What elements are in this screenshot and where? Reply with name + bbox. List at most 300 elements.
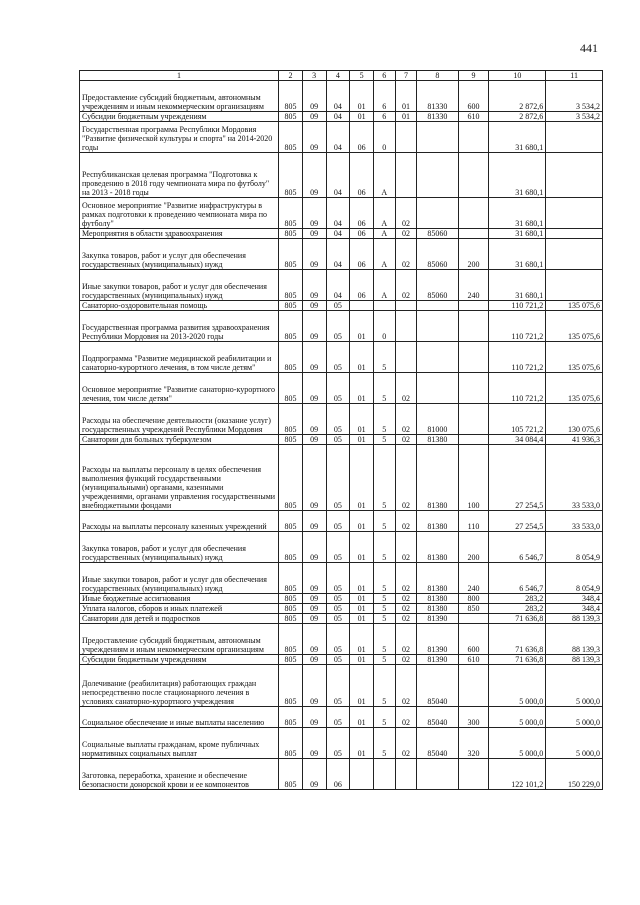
code-subprogram-cell: А [373,229,395,239]
row-name-cell: Расходы на выплаты персоналу в целях обеспечения выполнения функций государственными (муниципальными) органами, казенными учреждениями, органами управления государственными внебюджетными фондами [80,445,279,511]
code-event-cell: 02 [395,435,417,445]
table-row [80,373,603,404]
code-direction-cell [417,122,458,153]
code-program-cell: 01 [350,594,374,604]
code-direction-cell [417,301,458,311]
code-section-cell: 09 [302,270,326,301]
code-subsection-cell: 04 [326,112,350,122]
code-expense-type-cell: 200 [458,239,489,270]
table-row [80,122,603,153]
code-subsection-cell: 05 [326,532,350,563]
amount-2018-cell: 5 000,0 [489,665,546,707]
table-row [80,153,603,198]
code-subsection-cell: 05 [326,655,350,665]
row-name-cell: Заготовка, переработка, хранение и обеспечение безопасности донорской крови и ее компонентов [80,759,279,790]
code-subprogram-cell: 5 [373,594,395,604]
row-name-cell: Иные бюджетные ассигнования [80,594,279,604]
table-row [80,759,603,790]
table-row [80,435,603,445]
code-subprogram-cell: А [373,153,395,198]
code-subprogram-cell: А [373,198,395,229]
code-subsection-cell: 05 [326,707,350,728]
table-row [80,728,603,759]
code-subsection-cell: 04 [326,153,350,198]
code-direction-cell: 81380 [417,594,458,604]
amount-2018-cell: 110 721,2 [489,311,546,342]
code-section-cell: 09 [302,563,326,594]
code-subsection-cell: 05 [326,511,350,532]
code-subprogram-cell: 5 [373,728,395,759]
amount-2019-cell: 3 534,2 [546,112,603,122]
code-admin-cell: 805 [279,435,303,445]
code-subsection-cell: 05 [326,311,350,342]
column-header: 6 [373,71,395,81]
table-row [80,81,603,112]
code-program-cell: 01 [350,81,374,112]
code-subsection-cell: 05 [326,665,350,707]
amount-2019-cell: 8 054,9 [546,532,603,563]
code-admin-cell: 805 [279,624,303,655]
amount-2019-cell: 33 533,0 [546,511,603,532]
code-event-cell: 02 [395,604,417,614]
code-section-cell: 09 [302,665,326,707]
code-admin-cell: 805 [279,270,303,301]
table-row [80,594,603,604]
table-row [80,239,603,270]
code-program-cell: 01 [350,614,374,624]
code-program-cell: 01 [350,604,374,614]
code-section-cell: 09 [302,301,326,311]
code-section-cell: 09 [302,445,326,511]
code-program-cell: 01 [350,435,374,445]
code-expense-type-cell: 600 [458,624,489,655]
code-subprogram-cell: 5 [373,342,395,373]
code-section-cell: 09 [302,239,326,270]
code-subsection-cell: 04 [326,229,350,239]
code-expense-type-cell: 610 [458,655,489,665]
amount-2019-cell: 33 533,0 [546,445,603,511]
code-direction-cell: 81380 [417,532,458,563]
code-program-cell: 01 [350,707,374,728]
code-direction-cell: 81380 [417,511,458,532]
code-direction-cell: 85060 [417,239,458,270]
code-admin-cell: 805 [279,301,303,311]
amount-2019-cell: 348,4 [546,594,603,604]
code-direction-cell: 85040 [417,728,458,759]
code-event-cell: 02 [395,563,417,594]
code-direction-cell: 81330 [417,81,458,112]
amount-2019-cell [546,229,603,239]
code-program-cell: 01 [350,728,374,759]
code-admin-cell: 805 [279,614,303,624]
code-expense-type-cell [458,404,489,435]
row-name-cell: Санатории для больных туберкулезом [80,435,279,445]
amount-2018-cell: 6 546,7 [489,532,546,563]
code-admin-cell: 805 [279,342,303,373]
code-section-cell: 09 [302,511,326,532]
code-direction-cell: 81390 [417,614,458,624]
table-row [80,614,603,624]
code-event-cell [395,122,417,153]
code-event-cell: 02 [395,614,417,624]
amount-2018-cell: 105 721,2 [489,404,546,435]
code-direction-cell: 81330 [417,112,458,122]
table-row [80,301,603,311]
code-section-cell: 09 [302,759,326,790]
code-direction-cell [417,342,458,373]
row-name-cell: Социальные выплаты гражданам, кроме публичных нормативных социальных выплат [80,728,279,759]
table-row [80,445,603,511]
code-expense-type-cell [458,311,489,342]
table-row [80,270,603,301]
code-section-cell: 09 [302,604,326,614]
row-name-cell: Подпрограмма "Развитие медицинской реабилитации и санаторно-курортного лечения, в том числе детям" [80,342,279,373]
code-expense-type-cell: 610 [458,112,489,122]
code-event-cell: 02 [395,532,417,563]
code-subsection-cell: 04 [326,239,350,270]
amount-2018-cell: 5 000,0 [489,728,546,759]
amount-2018-cell: 27 254,5 [489,445,546,511]
code-subsection-cell: 05 [326,614,350,624]
amount-2019-cell [546,198,603,229]
row-name-cell: Предоставление субсидий бюджетным, автономным учреждениям и иным некоммерческим организациям [80,624,279,655]
table-row [80,532,603,563]
code-event-cell: 02 [395,511,417,532]
code-expense-type-cell [458,122,489,153]
code-subsection-cell: 05 [326,435,350,445]
amount-2019-cell: 3 534,2 [546,81,603,112]
code-subsection-cell: 05 [326,445,350,511]
code-direction-cell [417,373,458,404]
code-expense-type-cell [458,229,489,239]
code-expense-type-cell: 320 [458,728,489,759]
code-admin-cell: 805 [279,81,303,112]
row-name-cell: Основное мероприятие "Развитие инфраструктуры в рамках подготовки к проведению чемпионата мира по футболу" [80,198,279,229]
amount-2019-cell [546,270,603,301]
column-header: 1 [80,71,279,81]
table-row [80,342,603,373]
code-section-cell: 09 [302,614,326,624]
code-program-cell [350,301,374,311]
table-row [80,404,603,435]
amount-2019-cell: 5 000,0 [546,707,603,728]
code-subsection-cell: 04 [326,81,350,112]
code-expense-type-cell: 200 [458,532,489,563]
code-direction-cell: 81380 [417,604,458,614]
code-direction-cell: 85040 [417,707,458,728]
amount-2018-cell: 283,2 [489,604,546,614]
code-expense-type-cell: 300 [458,707,489,728]
code-event-cell: 02 [395,728,417,759]
row-name-cell: Субсидии бюджетным учреждениям [80,112,279,122]
code-event-cell [395,311,417,342]
code-program-cell: 01 [350,112,374,122]
code-event-cell: 02 [395,198,417,229]
code-subsection-cell: 04 [326,270,350,301]
code-program-cell: 01 [350,373,374,404]
code-admin-cell: 805 [279,122,303,153]
code-program-cell: 06 [350,239,374,270]
code-program-cell: 06 [350,229,374,239]
row-name-cell: Субсидии бюджетным учреждениям [80,655,279,665]
code-subprogram-cell: 5 [373,373,395,404]
amount-2018-cell: 31 680,1 [489,153,546,198]
code-direction-cell: 85040 [417,665,458,707]
code-section-cell: 09 [302,198,326,229]
code-direction-cell: 81380 [417,445,458,511]
column-header: 3 [302,71,326,81]
table-row [80,707,603,728]
code-program-cell: 06 [350,122,374,153]
code-admin-cell: 805 [279,707,303,728]
code-subprogram-cell: 6 [373,81,395,112]
code-subprogram-cell: 5 [373,604,395,614]
row-name-cell: Мероприятия в области здравоохранения [80,229,279,239]
code-expense-type-cell: 240 [458,270,489,301]
amount-2018-cell: 110 721,2 [489,301,546,311]
code-subprogram-cell: 5 [373,707,395,728]
code-event-cell [395,759,417,790]
amount-2018-cell: 110 721,2 [489,342,546,373]
row-name-cell: Иные закупки товаров, работ и услуг для обеспечения государственных (муниципальных) нужд [80,563,279,594]
code-expense-type-cell [458,614,489,624]
code-expense-type-cell [458,198,489,229]
code-subsection-cell: 05 [326,404,350,435]
code-admin-cell: 805 [279,594,303,604]
code-event-cell: 02 [395,404,417,435]
code-program-cell: 01 [350,511,374,532]
amount-2019-cell: 8 054,9 [546,563,603,594]
code-admin-cell: 805 [279,759,303,790]
code-direction-cell [417,311,458,342]
amount-2018-cell: 2 872,6 [489,112,546,122]
amount-2018-cell: 2 872,6 [489,81,546,112]
amount-2019-cell [546,153,603,198]
code-event-cell [395,301,417,311]
code-event-cell [395,342,417,373]
code-program-cell: 01 [350,445,374,511]
column-header: 7 [395,71,417,81]
code-subprogram-cell: 5 [373,435,395,445]
row-name-cell: Иные закупки товаров, работ и услуг для обеспечения государственных (муниципальных) нужд [80,270,279,301]
amount-2018-cell: 71 636,8 [489,614,546,624]
row-name-cell: Расходы на выплаты персоналу казенных учреждений [80,511,279,532]
code-direction-cell: 81380 [417,435,458,445]
code-section-cell: 09 [302,655,326,665]
table-row [80,229,603,239]
table-row [80,563,603,594]
row-name-cell: Республиканская целевая программа "Подготовка к проведению в 2018 году чемпионата мира по футболу" на 2013 - 2018 годы [80,153,279,198]
column-header: 9 [458,71,489,81]
code-direction-cell: 81390 [417,624,458,655]
code-event-cell: 02 [395,445,417,511]
code-subprogram-cell: 5 [373,655,395,665]
column-header: 11 [546,71,603,81]
code-expense-type-cell [458,301,489,311]
code-subprogram-cell [373,301,395,311]
code-expense-type-cell: 800 [458,594,489,604]
code-subsection-cell: 05 [326,563,350,594]
code-subprogram-cell: 5 [373,532,395,563]
code-subprogram-cell: 5 [373,614,395,624]
table-row [80,511,603,532]
code-program-cell: 01 [350,404,374,435]
code-event-cell: 01 [395,81,417,112]
amount-2018-cell: 71 636,8 [489,624,546,655]
column-header: 2 [279,71,303,81]
code-program-cell: 06 [350,153,374,198]
code-admin-cell: 805 [279,404,303,435]
amount-2018-cell: 122 101,2 [489,759,546,790]
code-expense-type-cell [458,435,489,445]
code-expense-type-cell: 600 [458,81,489,112]
code-admin-cell: 805 [279,604,303,614]
amount-2019-cell: 135 075,6 [546,373,603,404]
table-row [80,665,603,707]
code-event-cell: 02 [395,655,417,665]
code-direction-cell: 85060 [417,270,458,301]
code-expense-type-cell: 850 [458,604,489,614]
code-program-cell: 01 [350,665,374,707]
code-subprogram-cell: 5 [373,665,395,707]
code-section-cell: 09 [302,373,326,404]
code-section-cell: 09 [302,112,326,122]
code-admin-cell: 805 [279,311,303,342]
code-event-cell: 01 [395,112,417,122]
code-event-cell: 02 [395,239,417,270]
amount-2019-cell: 348,4 [546,604,603,614]
code-program-cell: 01 [350,655,374,665]
code-section-cell: 09 [302,311,326,342]
table-row [80,604,603,614]
table-row [80,311,603,342]
table-row [80,112,603,122]
amount-2018-cell: 5 000,0 [489,707,546,728]
code-direction-cell: 81000 [417,404,458,435]
code-section-cell: 09 [302,707,326,728]
code-section-cell: 09 [302,532,326,563]
row-name-cell: Закупка товаров, работ и услуг для обеспечения государственных (муниципальных) нужд [80,239,279,270]
table-row [80,198,603,229]
code-event-cell: 02 [395,707,417,728]
code-direction-cell: 81390 [417,655,458,665]
code-admin-cell: 805 [279,665,303,707]
amount-2019-cell: 5 000,0 [546,728,603,759]
row-name-cell: Социальное обеспечение и иные выплаты населению [80,707,279,728]
code-subsection-cell: 05 [326,594,350,604]
code-event-cell: 02 [395,229,417,239]
code-admin-cell: 805 [279,112,303,122]
code-program-cell: 01 [350,311,374,342]
code-subprogram-cell [373,759,395,790]
table-row [80,655,603,665]
amount-2018-cell: 31 680,1 [489,229,546,239]
row-name-cell: Санатории для детей и подростков [80,614,279,624]
code-admin-cell: 805 [279,153,303,198]
code-subprogram-cell: А [373,270,395,301]
column-header: 8 [417,71,458,81]
amount-2019-cell: 135 075,6 [546,301,603,311]
code-admin-cell: 805 [279,563,303,594]
amount-2019-cell: 135 075,6 [546,311,603,342]
code-program-cell: 01 [350,563,374,594]
code-direction-cell [417,759,458,790]
code-section-cell: 09 [302,122,326,153]
table-header-row [80,71,603,81]
row-name-cell: Уплата налогов, сборов и иных платежей [80,604,279,614]
code-program-cell: 06 [350,270,374,301]
amount-2018-cell: 27 254,5 [489,511,546,532]
code-section-cell: 09 [302,594,326,604]
code-subprogram-cell: 5 [373,563,395,594]
table-row [80,624,603,655]
code-admin-cell: 805 [279,373,303,404]
code-section-cell: 09 [302,728,326,759]
code-section-cell: 09 [302,81,326,112]
row-name-cell: Закупка товаров, работ и услуг для обеспечения государственных (муниципальных) нужд [80,532,279,563]
amount-2018-cell: 31 680,1 [489,270,546,301]
amount-2018-cell: 31 680,1 [489,122,546,153]
amount-2019-cell: 5 000,0 [546,665,603,707]
code-subprogram-cell: 5 [373,445,395,511]
code-section-cell: 09 [302,153,326,198]
row-name-cell: Государственная программа развития здравоохранения Республики Мордовия на 2013-2020 годы [80,311,279,342]
code-subsection-cell: 05 [326,373,350,404]
row-name-cell: Расходы на обеспечение деятельности (оказание услуг) государственных учреждений Республики Мордовия [80,404,279,435]
row-name-cell: Долечивание (реабилитация) работающих граждан непосредственно после стационарного лечения в условиях санаторно-курортного учреждения [80,665,279,707]
row-name-cell: Предоставление субсидий бюджетным, автономным учреждениям и иным некоммерческим организациям [80,81,279,112]
page-number: 441 [580,41,598,55]
column-header: 10 [489,71,546,81]
amount-2018-cell: 6 546,7 [489,563,546,594]
code-section-cell: 09 [302,404,326,435]
code-subsection-cell: 05 [326,728,350,759]
amount-2018-cell: 31 680,1 [489,239,546,270]
code-expense-type-cell: 110 [458,511,489,532]
row-name-cell: Основное мероприятие "Развитие санаторно-курортного лечения, том числе детям" [80,373,279,404]
code-subprogram-cell: 5 [373,624,395,655]
row-name-cell: Государственная программа Республики Мордовия "Развитие физической культуры и спорта" на 2014-2020 годы [80,122,279,153]
code-expense-type-cell: 100 [458,445,489,511]
code-section-cell: 09 [302,624,326,655]
code-subsection-cell: 04 [326,198,350,229]
budget-table [79,70,603,790]
code-event-cell: 02 [395,624,417,655]
code-direction-cell: 81380 [417,563,458,594]
amount-2019-cell [546,122,603,153]
code-program-cell: 01 [350,532,374,563]
code-program-cell: 01 [350,624,374,655]
code-subprogram-cell: 5 [373,404,395,435]
code-admin-cell: 805 [279,445,303,511]
code-event-cell [395,153,417,198]
code-program-cell: 06 [350,198,374,229]
amount-2018-cell: 34 084,4 [489,435,546,445]
code-section-cell: 09 [302,435,326,445]
code-expense-type-cell [458,342,489,373]
code-subprogram-cell: 6 [373,112,395,122]
code-subprogram-cell: А [373,239,395,270]
amount-2018-cell: 31 680,1 [489,198,546,229]
code-admin-cell: 805 [279,655,303,665]
code-event-cell: 02 [395,373,417,404]
amount-2018-cell: 71 636,8 [489,655,546,665]
amount-2019-cell: 135 075,6 [546,342,603,373]
code-subsection-cell: 06 [326,759,350,790]
code-admin-cell: 805 [279,728,303,759]
amount-2019-cell: 88 139,3 [546,624,603,655]
amount-2019-cell [546,239,603,270]
